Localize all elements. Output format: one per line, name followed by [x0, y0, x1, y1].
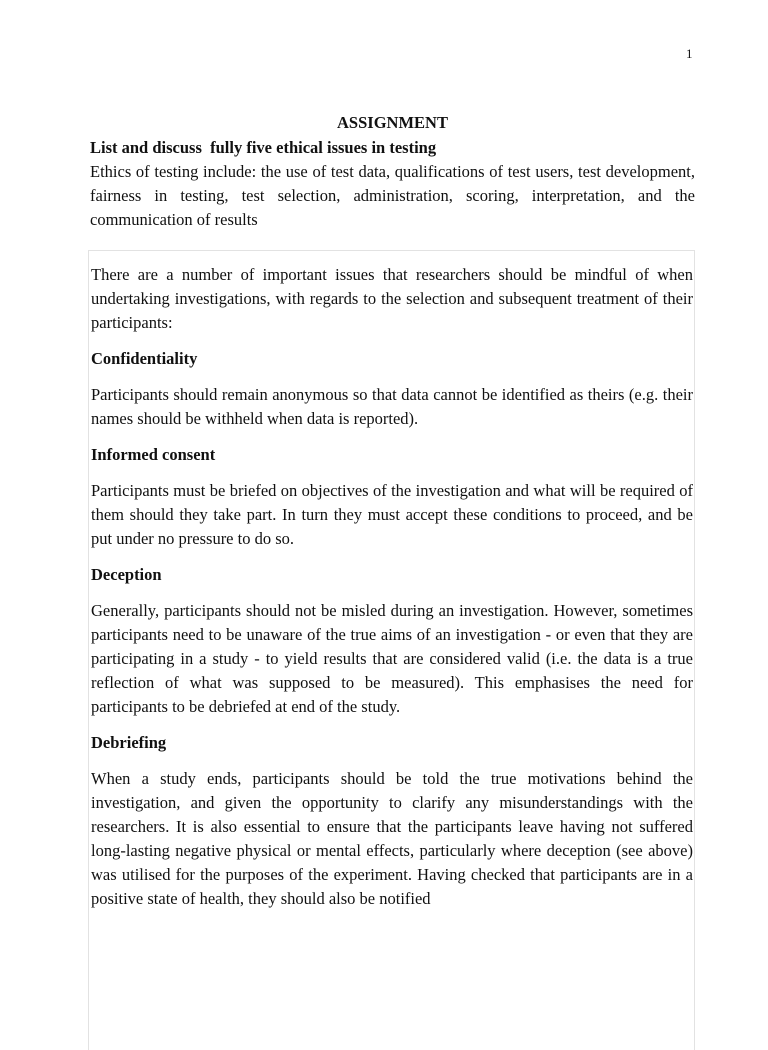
- page-number: 1: [686, 46, 693, 61]
- lead-paragraph: There are a number of important issues that researchers should be mindful of when undertaking investigations, with regards to the selection and subsequent treatment of their participants:: [91, 265, 693, 332]
- section-heading-deception: Deception: [91, 565, 162, 584]
- section-body-confidentiality: Participants should remain anonymous so that data cannot be identified as theirs (e.g. their names should be withheld when data is reported).: [91, 385, 693, 428]
- section-body-debriefing: When a study ends, participants should be told the true motivations behind the investigation, and given the opportunity to clarify any misunderstandings with the researchers. It is also essential to ensure that the participants leave having not suffered long-lasting negative physical or mental effects, particularly where deception (see above) was utilised for the purposes of the experiment. Having checked that participants are in a positive state of health, they should also be notified: [91, 769, 693, 908]
- section-heading-confidentiality: Confidentiality: [91, 349, 198, 368]
- section-heading-informed-consent: Informed consent: [91, 445, 216, 464]
- section-body-informed-consent: Participants must be briefed on objectives of the investigation and what will be required of them should they take part. In turn they must accept these conditions to proceed, and be put under no pressure to do so.: [91, 481, 693, 548]
- assignment-question: List and discuss fully five ethical issues in testing: [90, 138, 437, 157]
- intro-paragraph: Ethics of testing include: the use of test data, qualifications of test users, test development, fairness in testing, test selection, administration, scoring, interpretation, and the communication of results: [90, 162, 695, 229]
- section-body-deception: Generally, participants should not be misled during an investigation. However, sometimes participants need to be unaware of the true aims of an investigation - or even that they are participating in a study - to yield results that are considered valid (i.e. the data is a true reflection of what was supposed to be measured). This emphasises the need for participants to be debriefed at end of the study.: [91, 601, 693, 716]
- section-heading-debriefing: Debriefing: [91, 733, 167, 752]
- quoted-text-block: [88, 250, 695, 1050]
- page-title: ASSIGNMENT: [337, 113, 448, 132]
